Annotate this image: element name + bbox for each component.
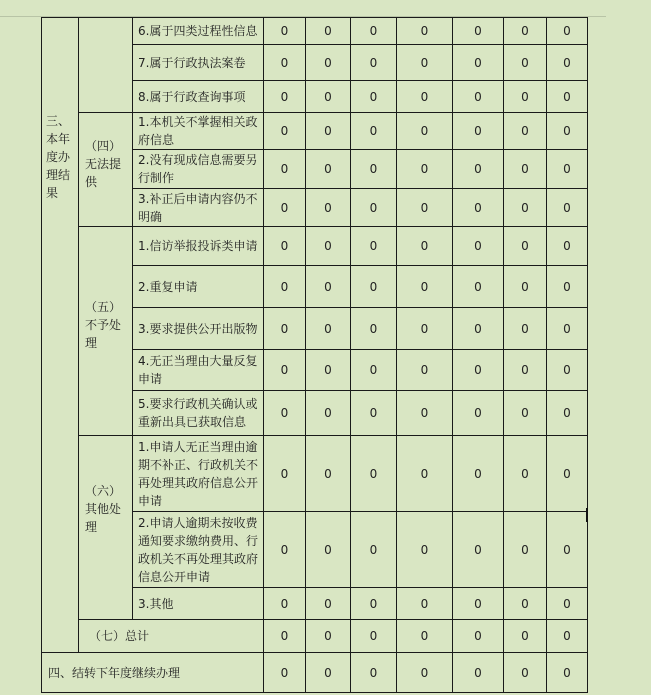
cell-value: 0 (306, 45, 351, 81)
cell-value: 0 (547, 189, 588, 227)
item-label: 3.补正后申请内容仍不明确 (133, 189, 264, 227)
cell-value: 0 (547, 653, 588, 693)
cell-value: 0 (397, 653, 453, 693)
cell-value: 0 (547, 266, 588, 308)
item-label: 7.属于行政执法案卷 (133, 45, 264, 81)
cell-value: 0 (504, 620, 547, 653)
item-label: 4.无正当理由大量反复申请 (133, 350, 264, 391)
carryover-row (42, 653, 588, 693)
cell-value: 0 (306, 227, 351, 266)
item-label: 1.本机关不掌握相关政府信息 (133, 113, 264, 150)
cell-value: 0 (264, 350, 306, 391)
cell-value: 0 (453, 436, 504, 512)
cell-value: 0 (264, 150, 306, 189)
cell-value: 0 (306, 391, 351, 436)
cell-value: 0 (351, 150, 397, 189)
cell-value: 0 (351, 81, 397, 113)
table-row (42, 113, 588, 150)
cell-value: 0 (547, 227, 588, 266)
cell-value: 0 (504, 391, 547, 436)
section-3-label: 三、本年度办理结果 (42, 18, 79, 653)
cell-value: 0 (547, 308, 588, 350)
cell-value: 0 (397, 150, 453, 189)
cell-value: 0 (351, 45, 397, 81)
cell-value: 0 (453, 512, 504, 588)
cell-value: 0 (397, 113, 453, 150)
cell-value: 0 (504, 350, 547, 391)
cell-value: 0 (453, 18, 504, 45)
cell-value: 0 (504, 18, 547, 45)
cell-value: 0 (306, 150, 351, 189)
cell-value: 0 (504, 227, 547, 266)
cell-value: 0 (453, 227, 504, 266)
cell-value: 0 (504, 653, 547, 693)
cell-value: 0 (306, 308, 351, 350)
cell-value: 0 (306, 588, 351, 620)
cell-value: 0 (504, 81, 547, 113)
cell-value: 0 (264, 436, 306, 512)
cell-value: 0 (453, 653, 504, 693)
cell-value: 0 (397, 308, 453, 350)
cell-value: 0 (264, 45, 306, 81)
cell-value: 0 (397, 81, 453, 113)
table-row (42, 227, 588, 266)
total-row (42, 620, 588, 653)
cell-value: 0 (351, 189, 397, 227)
cell-value: 0 (264, 308, 306, 350)
cell-value: 0 (351, 512, 397, 588)
cell-value: 0 (453, 620, 504, 653)
cell-value: 0 (453, 45, 504, 81)
cell-value: 0 (351, 588, 397, 620)
cell-value: 0 (397, 18, 453, 45)
cell-value: 0 (453, 150, 504, 189)
cell-value: 0 (306, 113, 351, 150)
item-label: 2.重复申请 (133, 266, 264, 308)
cell-value: 0 (453, 391, 504, 436)
cell-value: 0 (264, 620, 306, 653)
total-label: （七）总计 (79, 620, 264, 653)
cell-value: 0 (547, 512, 588, 588)
item-label: 1.信访举报投诉类申请 (133, 227, 264, 266)
cell-value: 0 (397, 45, 453, 81)
cell-value: 0 (264, 189, 306, 227)
cell-value: 0 (351, 391, 397, 436)
category-label (79, 436, 133, 620)
cell-value: 0 (306, 512, 351, 588)
item-label: 5.要求行政机关确认或重新出具已获取信息 (133, 391, 264, 436)
cell-value: 0 (264, 227, 306, 266)
item-label: 2.申请人逾期未按收费通知要求缴纳费用、行政机关不再处理其政府信息公开申请 (133, 512, 264, 588)
cell-value: 0 (547, 150, 588, 189)
cell-value: 0 (351, 227, 397, 266)
cell-value: 0 (547, 81, 588, 113)
cell-value: 0 (453, 266, 504, 308)
cell-value: 0 (453, 350, 504, 391)
cell-value: 0 (351, 308, 397, 350)
cell-value: 0 (547, 45, 588, 81)
cell-value: 0 (351, 653, 397, 693)
cell-value: 0 (547, 113, 588, 150)
item-label: 1.申请人无正当理由逾期不补正、行政机关不再处理其政府信息公开申请 (133, 436, 264, 512)
cell-value: 0 (504, 436, 547, 512)
cell-value: 0 (264, 81, 306, 113)
cell-value: 0 (504, 150, 547, 189)
cell-value: 0 (397, 436, 453, 512)
cell-value: 0 (306, 436, 351, 512)
item-label: 3.其他 (133, 588, 264, 620)
cell-value: 0 (504, 512, 547, 588)
cell-value: 0 (306, 266, 351, 308)
cell-value: 0 (453, 113, 504, 150)
cell-value: 0 (351, 113, 397, 150)
cell-value: 0 (351, 620, 397, 653)
table-body (42, 18, 588, 693)
cell-value: 0 (504, 113, 547, 150)
category-label-text: （六）其他处理 (85, 483, 122, 534)
cell-value: 0 (306, 189, 351, 227)
results-table (41, 17, 588, 693)
cell-value: 0 (264, 512, 306, 588)
cell-value: 0 (351, 436, 397, 512)
cell-value: 0 (264, 653, 306, 693)
cell-value: 0 (264, 588, 306, 620)
table-row (42, 436, 588, 512)
section-4-label: 四、结转下年度继续办理 (42, 653, 264, 693)
cell-value: 0 (547, 350, 588, 391)
category-label (79, 227, 133, 436)
item-label: 8.属于行政查询事项 (133, 81, 264, 113)
cell-value: 0 (306, 350, 351, 391)
cell-value: 0 (397, 350, 453, 391)
cell-value: 0 (397, 266, 453, 308)
category-label (79, 18, 133, 113)
cell-value: 0 (453, 189, 504, 227)
cell-value: 0 (397, 588, 453, 620)
cell-value: 0 (453, 308, 504, 350)
cell-value: 0 (306, 18, 351, 45)
cell-value: 0 (351, 350, 397, 391)
text-cursor (586, 508, 588, 522)
cell-value: 0 (453, 81, 504, 113)
cell-value: 0 (264, 113, 306, 150)
cell-value: 0 (547, 436, 588, 512)
item-label: 3.要求提供公开出版物 (133, 308, 264, 350)
cell-value: 0 (504, 588, 547, 620)
cell-value: 0 (547, 18, 588, 45)
cell-value: 0 (306, 81, 351, 113)
category-label-text: （五）不予处理 (85, 300, 122, 350)
cell-value: 0 (264, 266, 306, 308)
cell-value: 0 (351, 18, 397, 45)
category-label-text: （四）无法提供 (85, 139, 122, 189)
cell-value: 0 (397, 227, 453, 266)
cell-value: 0 (504, 45, 547, 81)
cell-value: 0 (264, 391, 306, 436)
cell-value: 0 (547, 620, 588, 653)
cell-value: 0 (351, 266, 397, 308)
cell-value: 0 (397, 391, 453, 436)
cell-value: 0 (547, 588, 588, 620)
cell-value: 0 (397, 189, 453, 227)
cell-value: 0 (547, 391, 588, 436)
cell-value: 0 (453, 588, 504, 620)
cell-value: 0 (504, 189, 547, 227)
cell-value: 0 (504, 266, 547, 308)
cell-value: 0 (504, 308, 547, 350)
category-label (79, 113, 133, 227)
cell-value: 0 (397, 620, 453, 653)
cell-value: 0 (306, 620, 351, 653)
cell-value: 0 (306, 653, 351, 693)
cell-value: 0 (264, 18, 306, 45)
cell-value: 0 (397, 512, 453, 588)
table-row (42, 18, 588, 45)
item-label: 2.没有现成信息需要另行制作 (133, 150, 264, 189)
item-label: 6.属于四类过程性信息 (133, 18, 264, 45)
